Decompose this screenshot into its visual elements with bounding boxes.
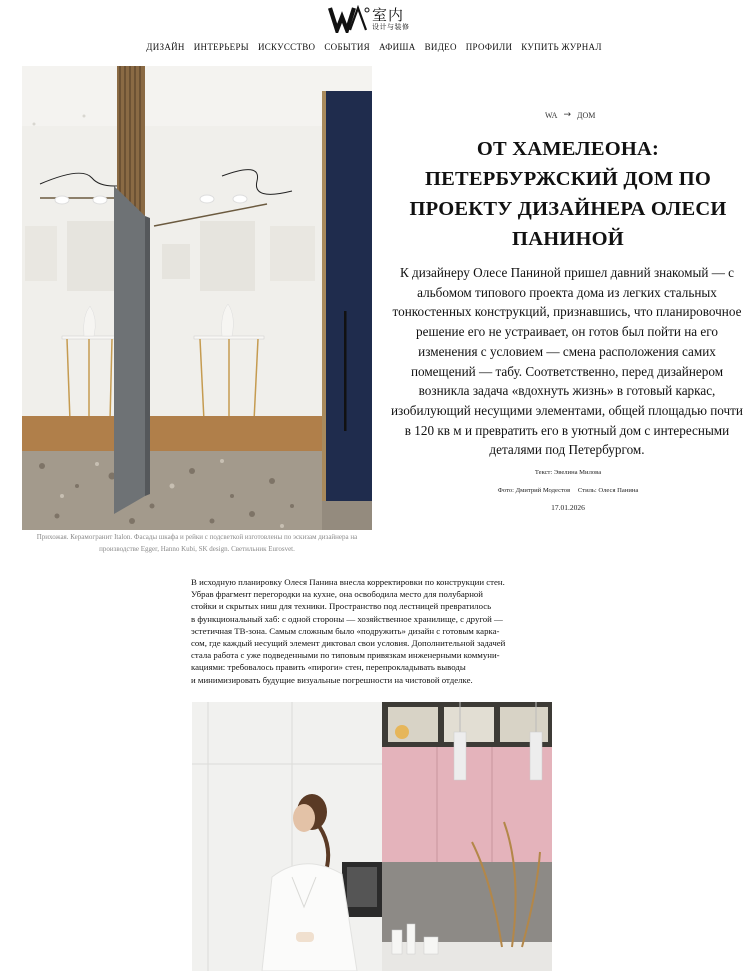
style-credit: Стиль: Олеся Панина xyxy=(577,487,639,494)
breadcrumb-wa[interactable]: WA xyxy=(545,110,558,120)
nav-design[interactable]: ДИЗАЙН xyxy=(146,42,185,52)
site-logo[interactable] xyxy=(328,4,418,34)
article-date: 17.01.2026 xyxy=(551,503,585,512)
nav-events[interactable]: СОБЫТИЯ xyxy=(324,42,370,52)
logo-cn-main: 室内 xyxy=(372,5,405,24)
arrow-right-icon: → xyxy=(563,110,571,120)
nav-buy-magazine[interactable]: КУПИТЬ ЖУРНАЛ xyxy=(521,42,602,52)
site-header xyxy=(0,0,748,60)
photo-credit: Фото: Дмитрий Модестов xyxy=(497,487,571,494)
body-paragraph: В исходную планировку Олеся Панина внесла корректировки по конструкции стен. Убрав фрагмент перегородки на кухне, она освободила место для полубарной стойки и скрытых ниш для техники. Пространство под лестницей превратилось в функциональный хаб: с одной стороны — хозяйственное хранилище, с другой — эстетичная ТВ-зона. Самым сложным было «подружить» дизайн с готовым карка- сом, где каждый несущий элемент диктовал свои условия. Дополнительной задачей стала работа с уже подведенными по типовым привязкам инженерными коммуни- кациями: требовалось править «пироги» стен, перепрокладывать выводы и минимизировать будущие визуальные погрешности на чистовой отделке. xyxy=(191,577,506,685)
nav-afisha[interactable]: АФИША xyxy=(378,42,416,52)
nav-profiles[interactable]: ПРОФИЛИ xyxy=(465,42,513,52)
nav-video[interactable]: ВИДЕО xyxy=(424,42,457,52)
breadcrumb-dom[interactable]: ДОМ xyxy=(577,110,596,120)
breadcrumb xyxy=(545,110,595,120)
logo-cn-sub: 设计与装修 xyxy=(372,22,410,31)
article-body xyxy=(191,576,556,686)
designer-photo xyxy=(192,702,552,971)
wa-logo-mark xyxy=(328,5,370,33)
hero-caption: Прихожая. Керамогранит Italon. Фасады шкафа и рейки с подсветкой изготовлены по эскизам дизайнера на производстве Egger, Hanno Kubi, SK design. Светильник Eurosvet. xyxy=(36,533,358,553)
main-nav xyxy=(0,42,748,52)
nav-art[interactable]: ИСКУССТВО xyxy=(257,42,316,52)
article-lead: К дизайнеру Олесе Паниной пришел давний знакомый — с альбомом типового проекта дома из легких стальных тонкостенных конструкций, признавшись, что планировочное решение его не устраивает, он готов был пойти на его изменения с условием — смена расположения самих помещений — табу. Соответственно, перед дизайнером возникла задача «вдохнуть жизнь» в готовый каркас, изобилующий несущими элементами, общей площадью почти в 120 кв м и превратить его в уютный дом с интересными деталями под Петербургом. xyxy=(391,265,743,458)
article-author: Текст: Эвелина Милова xyxy=(534,469,602,476)
hero-image xyxy=(22,66,372,530)
logo-chinese xyxy=(372,7,410,32)
article-credits xyxy=(388,487,748,494)
article-title: ОТ ХАМЕЛЕОНА: ПЕТЕРБУРЖСКИЙ ДОМ ПО ПРОЕКТУ ДИЗАЙНЕРА ОЛЕСИ ПАНИНОЙ xyxy=(409,138,727,250)
nav-interiors[interactable]: ИНТЕРЬЕРЫ xyxy=(193,42,249,52)
